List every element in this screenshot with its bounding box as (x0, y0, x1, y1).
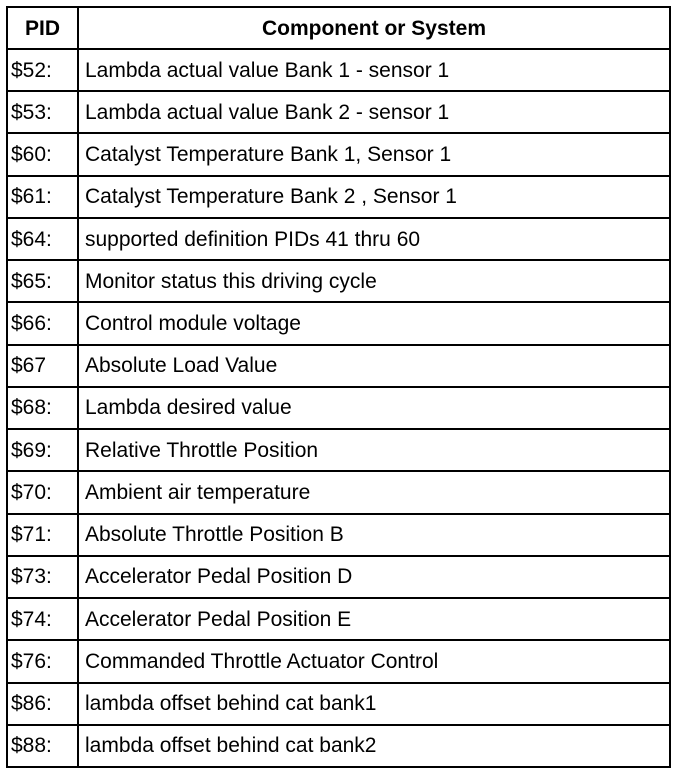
pid-header: PID (7, 7, 78, 49)
table-row (7, 176, 670, 218)
table-row (7, 683, 670, 725)
pid-cell: $60: (7, 133, 78, 175)
component-cell: supported definition PIDs 41 thru 60 (78, 218, 670, 260)
pid-cell: $88: (7, 725, 78, 767)
table-row (7, 640, 670, 682)
pid-cell: $65: (7, 260, 78, 302)
table-row (7, 598, 670, 640)
component-cell: Absolute Load Value (78, 345, 670, 387)
pid-cell: $66: (7, 302, 78, 344)
component-cell: Lambda actual value Bank 1 - sensor 1 (78, 49, 670, 91)
table-row (7, 345, 670, 387)
header-row (7, 7, 670, 49)
pid-cell: $67 (7, 345, 78, 387)
pid-cell: $68: (7, 387, 78, 429)
pid-cell: $52: (7, 49, 78, 91)
pid-cell: $64: (7, 218, 78, 260)
table-row (7, 556, 670, 598)
component-cell: Catalyst Temperature Bank 1, Sensor 1 (78, 133, 670, 175)
component-cell: Commanded Throttle Actuator Control (78, 640, 670, 682)
table-row (7, 725, 670, 767)
component-cell: Accelerator Pedal Position E (78, 598, 670, 640)
pid-cell: $86: (7, 683, 78, 725)
pid-cell: $71: (7, 514, 78, 556)
table-row (7, 387, 670, 429)
pid-cell: $73: (7, 556, 78, 598)
component-cell: Ambient air temperature (78, 471, 670, 513)
table-row (7, 302, 670, 344)
table-row (7, 429, 670, 471)
component-cell: Lambda actual value Bank 2 - sensor 1 (78, 91, 670, 133)
table-row (7, 218, 670, 260)
component-header: Component or System (78, 7, 670, 49)
table-row (7, 514, 670, 556)
component-cell: Catalyst Temperature Bank 2 , Sensor 1 (78, 176, 670, 218)
table-row (7, 49, 670, 91)
component-cell: Lambda desired value (78, 387, 670, 429)
pid-cell: $70: (7, 471, 78, 513)
component-cell: Control module voltage (78, 302, 670, 344)
pid-cell: $74: (7, 598, 78, 640)
component-cell: Monitor status this driving cycle (78, 260, 670, 302)
pid-cell: $61: (7, 176, 78, 218)
table-row (7, 133, 670, 175)
component-cell: Relative Throttle Position (78, 429, 670, 471)
table-body (7, 49, 670, 767)
table-row (7, 471, 670, 513)
component-cell: Accelerator Pedal Position D (78, 556, 670, 598)
pid-cell: $69: (7, 429, 78, 471)
table-row (7, 260, 670, 302)
table-row (7, 91, 670, 133)
component-cell: lambda offset behind cat bank1 (78, 683, 670, 725)
pid-cell: $53: (7, 91, 78, 133)
pid-cell: $76: (7, 640, 78, 682)
pid-table (6, 6, 671, 768)
component-cell: lambda offset behind cat bank2 (78, 725, 670, 767)
component-cell: Absolute Throttle Position B (78, 514, 670, 556)
